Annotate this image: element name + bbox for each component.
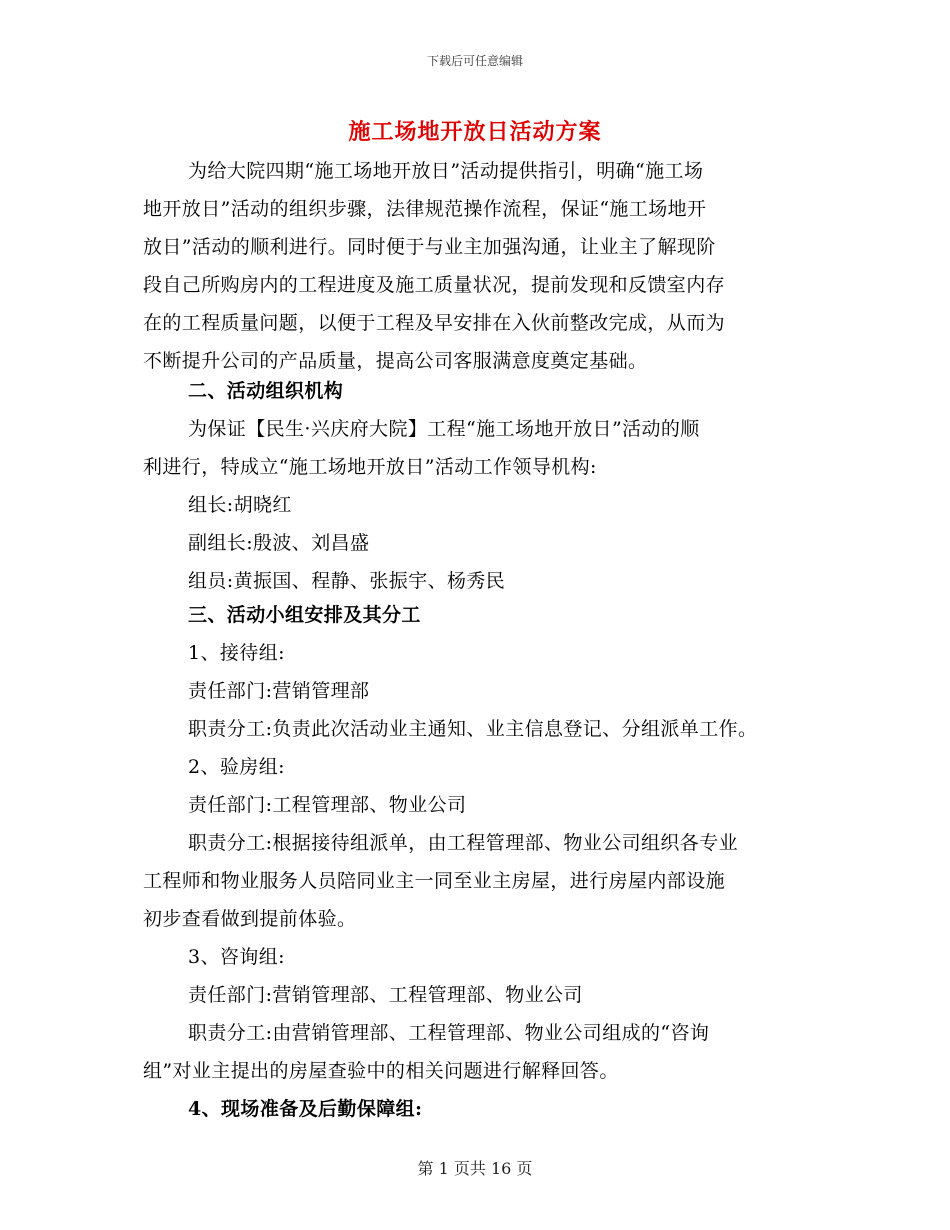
section-3 [143,596,823,1128]
group-dept: 责任部门:营销管理部 [188,680,370,702]
text-line: 地开放日”活动的组织步骤，法律规范操作流程，保证“施工场地开 [143,198,707,220]
deputy-line: 副组长:殷波、刘昌盛 [188,532,370,554]
group-title: 2、验房组: [188,756,285,778]
text-line: 初步查看做到提前体验。 [143,908,357,930]
section-heading: 二、活动组织机构 [188,380,344,402]
text-line: 在的工程质量问题，以便于工程及早安排在入伙前整改完成，从而为 [143,312,726,334]
section-2 [143,372,823,600]
group-dept: 责任部门:营销管理部、工程管理部、物业公司 [188,984,583,1006]
group-duty: 职责分工:负责此次活动业主通知、业主信息登记、分组派单工作。 [188,718,758,740]
text-line: 段自己所购房内的工程进度及施工质量状况，提前发现和反馈室内存 [143,274,726,296]
text-line: 利进行，特成立“施工场地开放日”活动工作领导机构: [143,456,597,478]
intro-paragraph [143,152,823,380]
text-line: 工程师和物业服务人员陪同业主一同至业主房屋，进行房屋内部设施 [143,870,726,892]
group-title: 1、接待组: [188,642,285,664]
leader-line: 组长:胡晓红 [188,494,292,516]
group-dept: 责任部门:工程管理部、物业公司 [188,794,467,816]
text-line: 为给大院四期“施工场地开放日”活动提供指引，明确“施工场 [188,160,704,182]
page-footer: 第 1 页共 16 页 [417,1159,533,1178]
text-line: 放日”活动的顺利进行。同时便于与业主加强沟通，让业主了解现阶 [143,236,716,258]
page-header: 下载后可任意编辑 [426,54,523,68]
section-heading: 三、活动小组安排及其分工 [188,604,421,626]
group-title: 4、现场准备及后勤保障组: [188,1098,423,1120]
group-duty: 职责分工:由营销管理部、工程管理部、物业公司组成的“咨询 [188,1022,710,1044]
group-duty: 职责分工:根据接待组派单，由工程管理部、物业公司组织各专业 [188,832,739,854]
members-line: 组员:黄振国、程静、张振宇、杨秀民 [188,570,506,592]
text-line: 组”对业主提出的房屋查验中的相关问题进行解释回答。 [143,1060,619,1082]
text-line: 为保证【民生·兴庆府大院】工程“施工场地开放日”活动的顺 [188,418,700,440]
document-title: 施工场地开放日活动方案 [348,119,602,145]
text-line: 不断提升公司的产品质量，提高公司客服满意度奠定基础。 [143,350,648,372]
group-title: 3、咨询组: [188,946,285,968]
